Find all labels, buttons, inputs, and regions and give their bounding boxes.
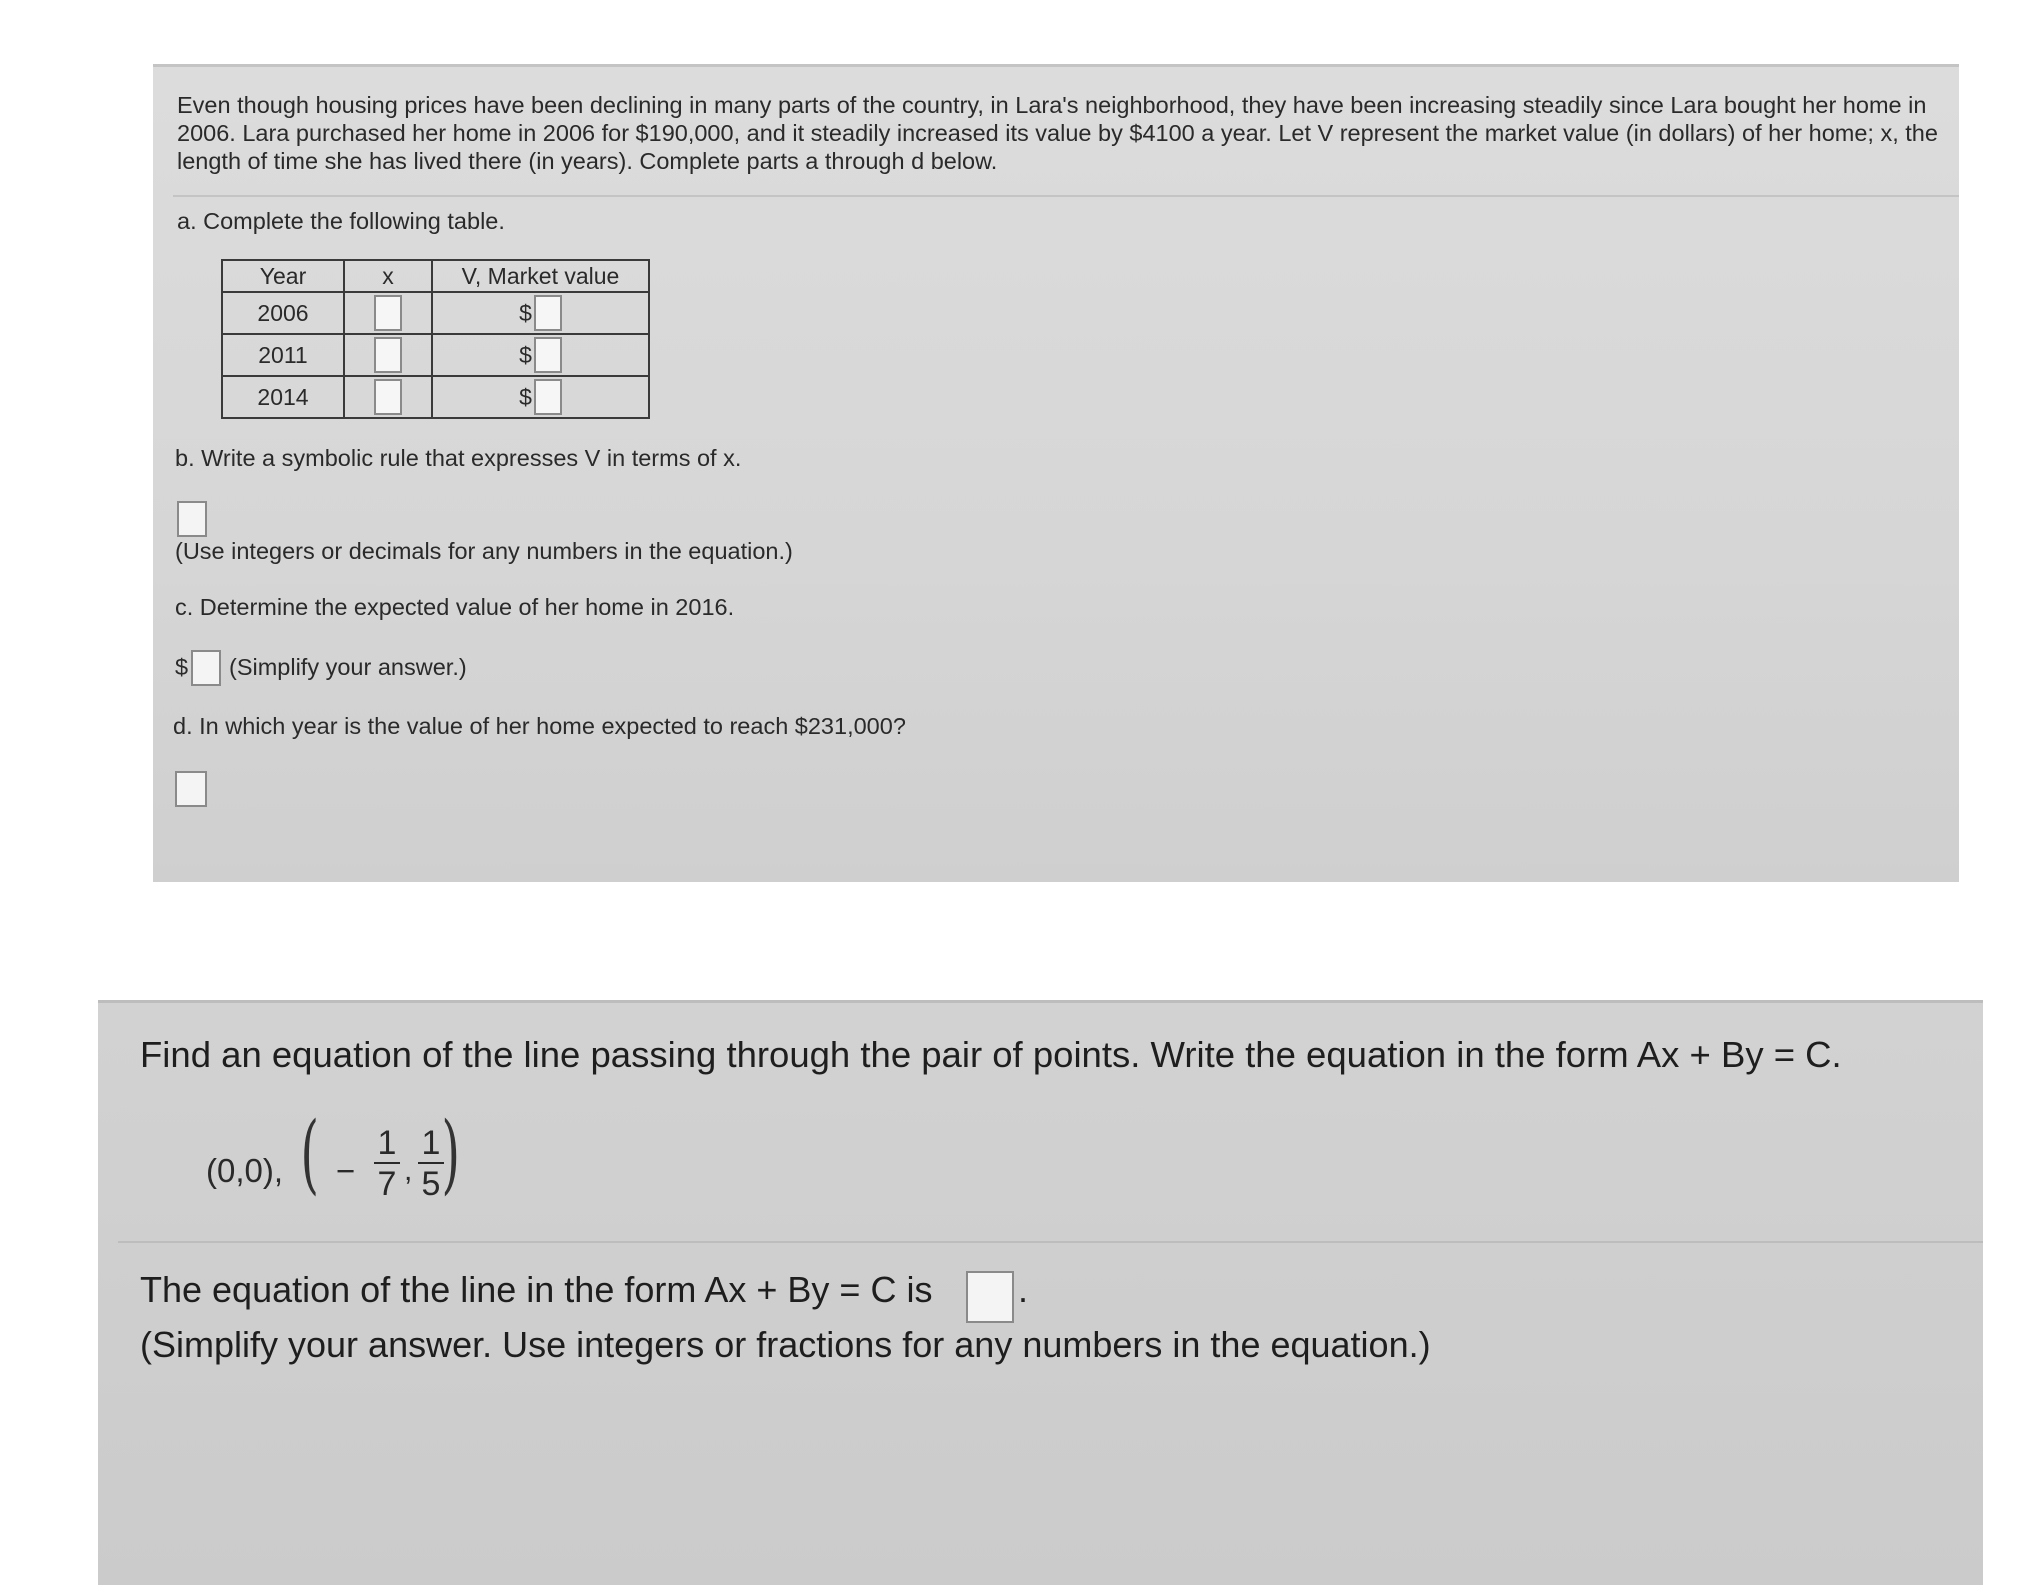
part-c-label: c. Determine the expected value of her home in 2016. bbox=[175, 594, 735, 620]
part-b-label: b. Write a symbolic rule that expresses V in terms of x. bbox=[175, 445, 742, 471]
part-d-label: d. In which year is the value of her home expected to reach $231,000? bbox=[173, 713, 906, 739]
header-x: x bbox=[344, 260, 432, 292]
problem2-hint: (Simplify your answer. Use integers or fractions for any numbers in the equation.) bbox=[140, 1324, 1431, 1365]
fraction-y-denominator: 5 bbox=[421, 1165, 441, 1203]
year-cell: 2011 bbox=[222, 334, 344, 376]
table-header-row bbox=[222, 260, 649, 292]
x-cell bbox=[344, 334, 432, 376]
fraction-bar bbox=[418, 1162, 444, 1164]
table-row bbox=[222, 334, 649, 376]
answer-prompt: The equation of the line in the form Ax + By = C is bbox=[140, 1269, 933, 1310]
answer-period: . bbox=[1018, 1269, 1029, 1310]
problem2-panel bbox=[98, 1000, 1983, 1585]
currency-symbol: $ bbox=[175, 654, 189, 680]
problem1-intro: Even though housing prices have been declining in many parts of the country, in Lara's neighborhood, they have been increasing steadily since Lara bought her home in 2006. Lara purchased her home in 2006 for $190,000, and it steadily increased its value by $4100 a year. Let V represent the market value (in dollars) of her home; x, the length of time she has lived there (in years). Complete parts a through d below. bbox=[177, 92, 1938, 174]
header-market-value: V, Market value bbox=[432, 260, 649, 292]
value-cell bbox=[432, 376, 649, 418]
symbolic-rule-input[interactable] bbox=[177, 501, 207, 537]
part-c-hint: (Simplify your answer.) bbox=[229, 654, 467, 680]
point-comma: , bbox=[404, 1154, 413, 1187]
value-cell bbox=[432, 292, 649, 334]
problem2-prompt: Find an equation of the line passing through the pair of points. Write the equation in the form Ax + By = C. bbox=[140, 1034, 1842, 1075]
fraction-y-numerator: 1 bbox=[421, 1124, 441, 1162]
x-input-2006[interactable] bbox=[374, 295, 402, 331]
value-input-2006[interactable] bbox=[534, 295, 562, 331]
divider bbox=[173, 195, 1959, 197]
currency-symbol: $ bbox=[519, 383, 532, 410]
equation-answer-input[interactable] bbox=[966, 1271, 1014, 1323]
fraction-bar bbox=[374, 1162, 400, 1164]
part-b-hint: (Use integers or decimals for any numbers in the equation.) bbox=[175, 538, 793, 564]
problem1-panel bbox=[153, 64, 1959, 882]
negative-sign: − bbox=[336, 1152, 356, 1189]
x-cell bbox=[344, 376, 432, 418]
divider bbox=[118, 1241, 1983, 1243]
year-cell: 2014 bbox=[222, 376, 344, 418]
year-answer-input[interactable] bbox=[175, 771, 207, 807]
value-input-2014[interactable] bbox=[534, 379, 562, 415]
x-input-2014[interactable] bbox=[374, 379, 402, 415]
x-cell bbox=[344, 292, 432, 334]
value-input-2011[interactable] bbox=[534, 337, 562, 373]
fraction-y bbox=[418, 1125, 444, 1202]
value-2016-input[interactable] bbox=[191, 650, 221, 686]
currency-symbol: $ bbox=[519, 341, 532, 368]
values-table bbox=[221, 259, 650, 419]
year-cell: 2006 bbox=[222, 292, 344, 334]
header-year: Year bbox=[222, 260, 344, 292]
table-row bbox=[222, 376, 649, 418]
left-paren: ( bbox=[300, 1104, 320, 1204]
table-row bbox=[222, 292, 649, 334]
right-paren: ) bbox=[441, 1104, 461, 1204]
x-input-2011[interactable] bbox=[374, 337, 402, 373]
value-cell bbox=[432, 334, 649, 376]
part-a-label: a. Complete the following table. bbox=[177, 208, 505, 234]
fraction-x bbox=[374, 1125, 400, 1202]
fraction-x-denominator: 7 bbox=[377, 1165, 397, 1203]
currency-symbol: $ bbox=[519, 299, 532, 326]
fraction-x-numerator: 1 bbox=[377, 1124, 397, 1162]
point-1: (0,0), bbox=[206, 1152, 284, 1189]
